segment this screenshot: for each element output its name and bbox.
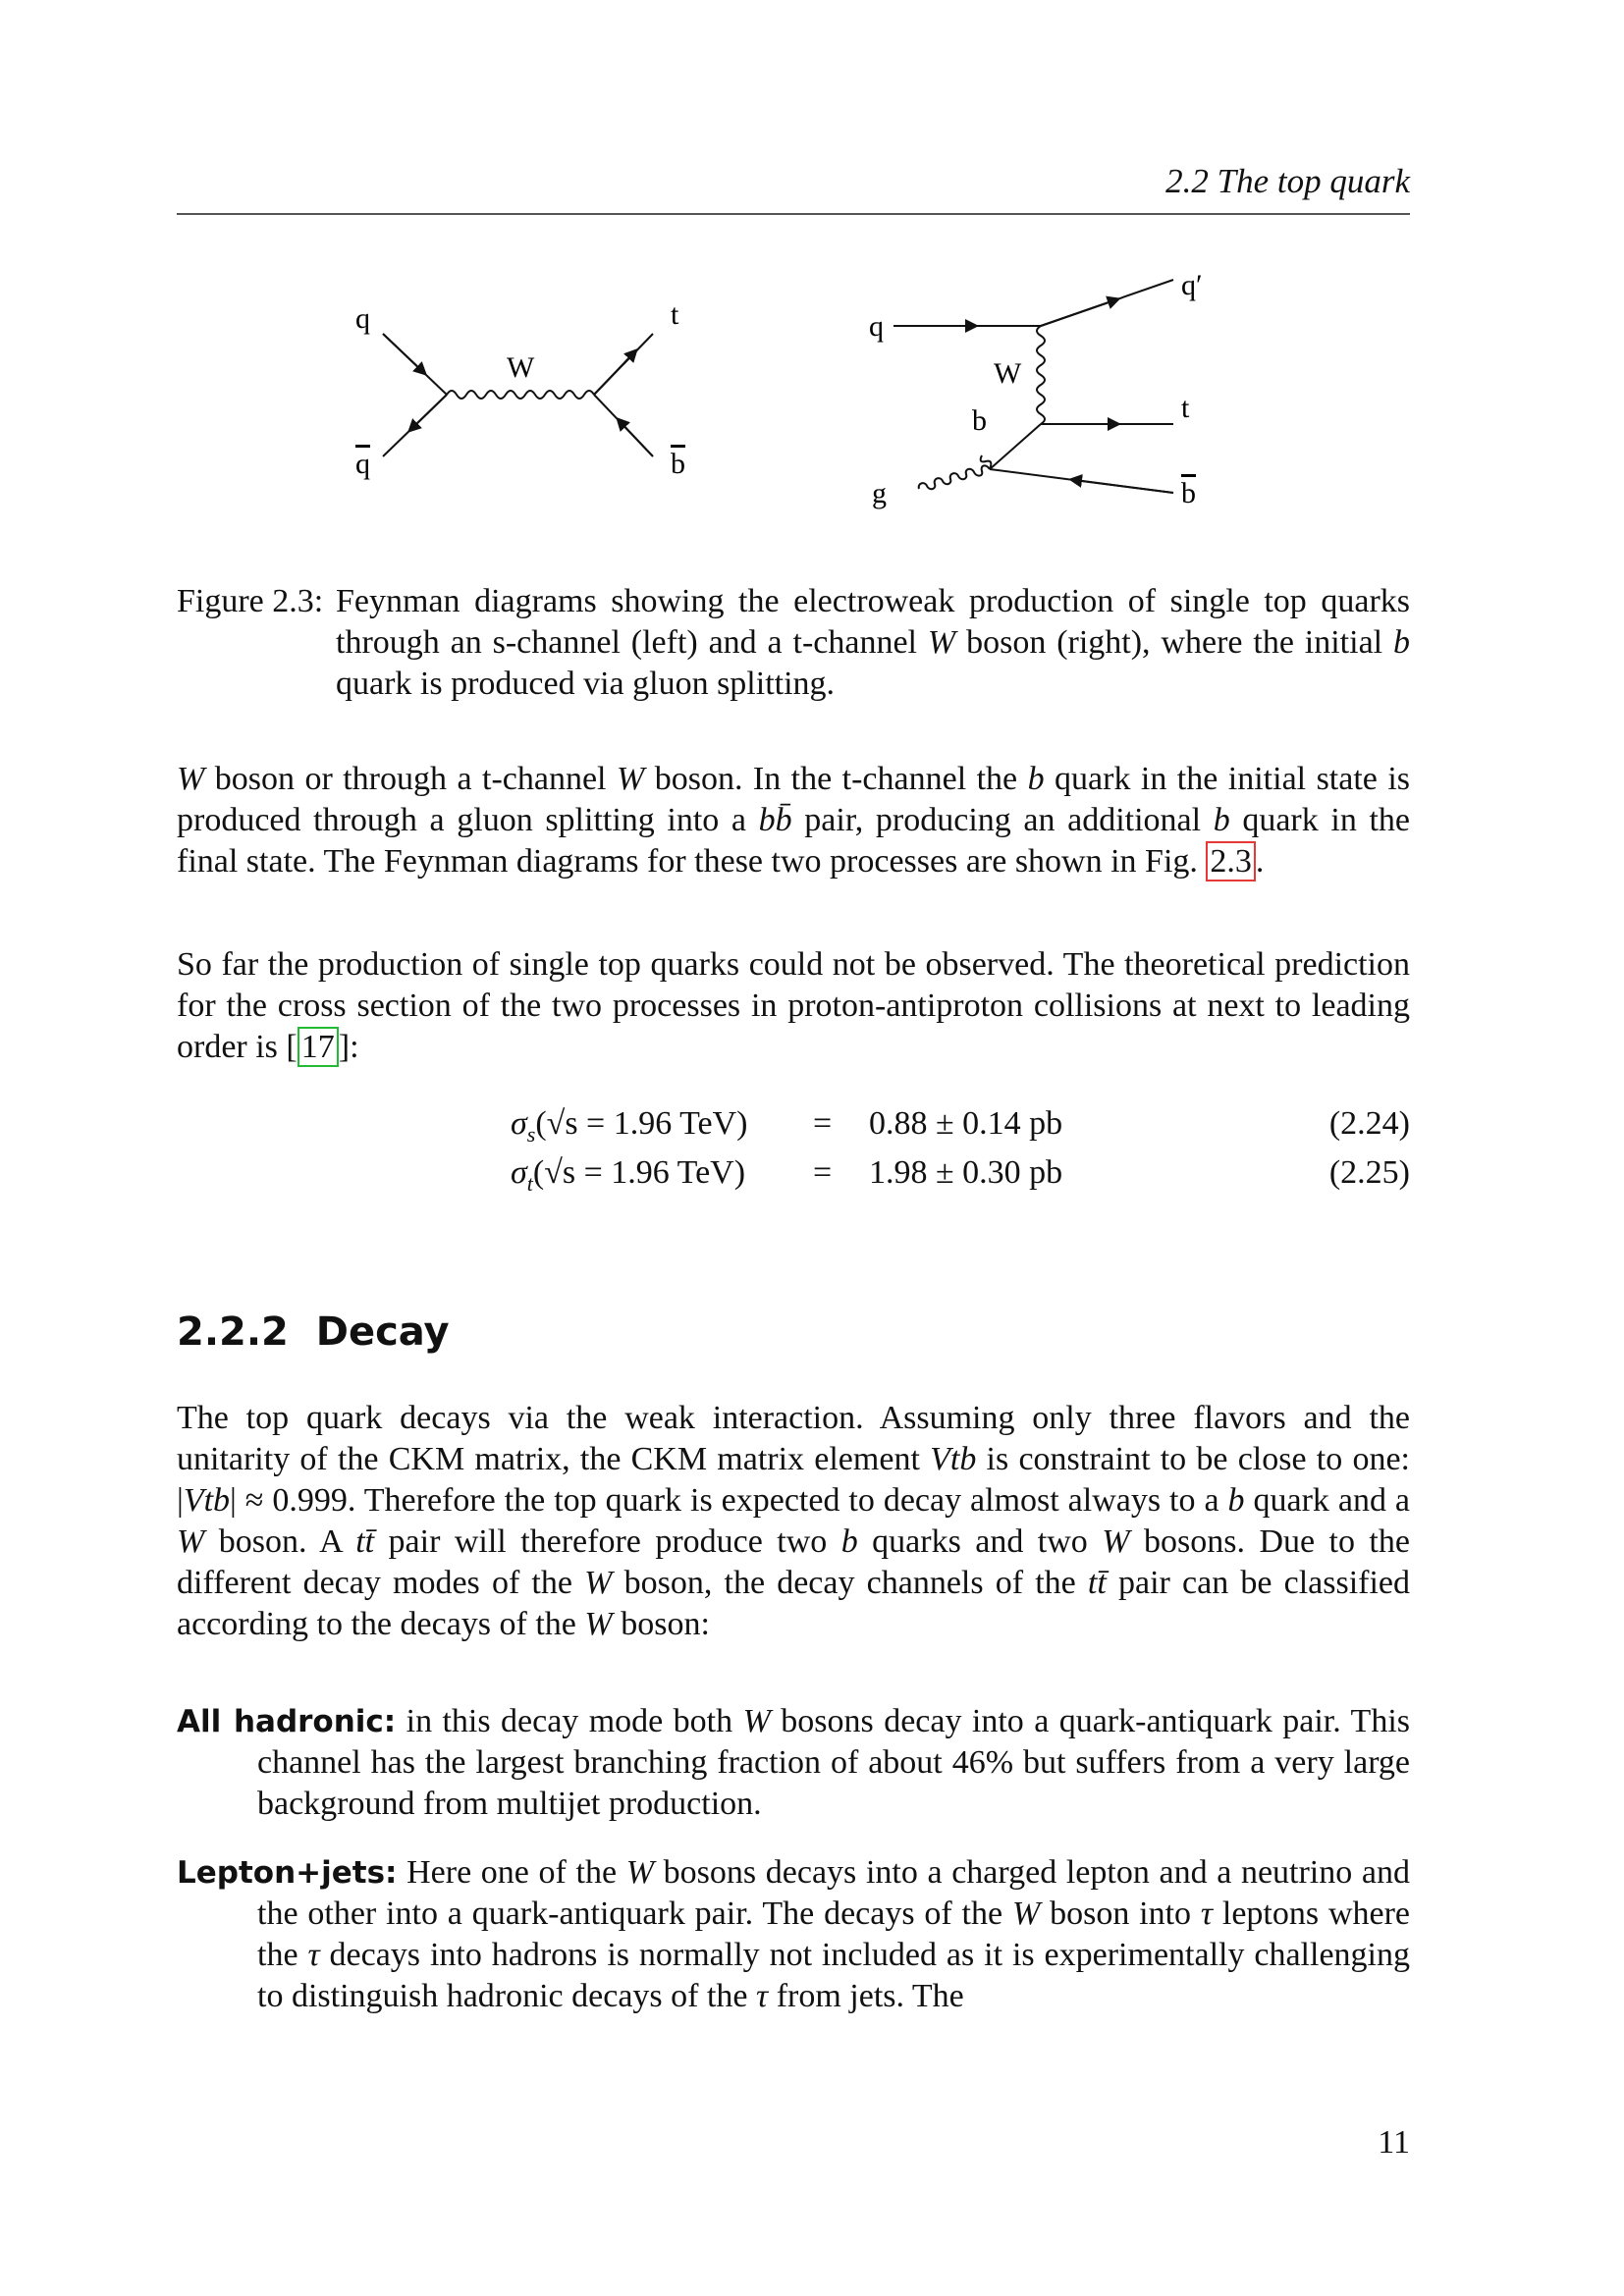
s-channel-label-bbar: b: [671, 448, 685, 480]
p3-w1: W: [177, 1523, 205, 1560]
p3-t8: bosons. Due to the different decay modes of the: [177, 1523, 1410, 1601]
item1-t2: bosons decay into a quark-antiquark pair. This channel has the largest branching fraction of about 46% but suffers from a very large background from multijet production.: [257, 1703, 1411, 1822]
p3-t2: is constraint to be close to one: |: [177, 1441, 1410, 1519]
t-channel-label-g: g: [872, 477, 887, 509]
p3-tt1: tt̄: [355, 1523, 375, 1560]
eq2-sub: t: [526, 1170, 533, 1196]
p3-t1: The top quark decays via the weak interaction. Assuming only three flavors and the unitarity of the CKM matrix, the CKM matrix element: [177, 1400, 1410, 1477]
p3-b2: b: [840, 1523, 858, 1560]
p1-b2: b: [1213, 802, 1230, 838]
eq1-sub: s: [526, 1121, 536, 1147]
p1-t4: pair, producing an additional: [791, 802, 1214, 838]
header-rule: [177, 213, 1410, 215]
t-channel-label-bbar: b: [1181, 477, 1196, 509]
eq2-lhs: [511, 1154, 745, 1197]
running-header: 2.2 The top quark: [1165, 162, 1410, 200]
p2-t1: So far the production of single top quarks could not be observed. The theoretical prediction for the cross section of the two processes in proton-antiproton collisions at next to leading order is [: [177, 946, 1410, 1065]
figure-caption-label: Figure 2.3:: [177, 583, 324, 619]
s-channel-label-w: W: [507, 351, 535, 384]
eq1-equals: =: [813, 1105, 833, 1142]
page-number: 11: [1378, 2124, 1410, 2161]
t-channel-label-t: t: [1181, 392, 1190, 424]
paragraph-2: [177, 944, 1410, 1068]
p3-t5: boson. A: [204, 1523, 356, 1560]
item2-t1: Here one of the: [397, 1854, 626, 1891]
feynman-diagrams-figure: [334, 255, 1218, 520]
figure-ref-link[interactable]: 2.3: [1206, 841, 1256, 881]
t-channel-diagram: [869, 269, 1203, 509]
s-channel-label-q: q: [355, 302, 370, 335]
figure-caption: [177, 581, 1410, 705]
eq1-number: (2.24): [1328, 1105, 1410, 1142]
p1-t1: boson or through a t-channel: [204, 761, 617, 797]
p3-t4: quark and a: [1244, 1482, 1410, 1519]
citation-link[interactable]: 17: [298, 1027, 339, 1067]
eq2-lhs-rest: (√s = 1.96 TeV): [532, 1154, 746, 1191]
t-channel-label-w: W: [994, 357, 1022, 390]
eq2-sigma: σ: [511, 1154, 527, 1191]
paragraph-1: [177, 759, 1410, 882]
caption-b: b: [1392, 624, 1410, 661]
list-item-lepton-jets: [177, 1852, 1410, 2017]
s-channel-label-t: t: [671, 298, 679, 331]
eq1-rhs: 0.88 ± 0.14 pb: [869, 1105, 1063, 1142]
p2-t2: ]:: [338, 1029, 359, 1065]
equation-2-25: [511, 1154, 1410, 1198]
p3-w3: W: [584, 1565, 613, 1601]
p1-t2: boson. In the t-channel the: [644, 761, 1028, 797]
eq2-equals: =: [813, 1154, 833, 1191]
p1-t3: quark in the initial state is produced through a gluon splitting into a: [177, 761, 1410, 838]
item2-tau2: τ: [307, 1937, 320, 1973]
item2-tau1: τ: [1200, 1896, 1214, 1932]
p3-b1: b: [1227, 1482, 1245, 1519]
eq2-rhs: 1.98 ± 0.30 pb: [869, 1154, 1063, 1191]
eq2-number: (2.25): [1328, 1154, 1410, 1191]
eq1-sigma: σ: [511, 1105, 527, 1142]
p1-bb: bb̄: [758, 802, 792, 838]
p3-vtb: Vtb: [930, 1441, 977, 1477]
item2-tau3: τ: [756, 1978, 769, 2014]
item1-w: W: [742, 1703, 771, 1739]
s-channel-label-qbar: q: [355, 448, 370, 480]
figure-caption-text: [336, 581, 1410, 705]
item2-term: Lepton+jets:: [177, 1855, 398, 1891]
list-item-all-hadronic: [177, 1701, 1410, 1825]
item1-term: All hadronic:: [177, 1704, 397, 1739]
p1-t5: quark in the final state. The Feynman diagrams for these two processes are shown in Fig.: [177, 802, 1410, 880]
t-channel-label-q: q: [869, 310, 884, 343]
p1-w2: W: [616, 761, 645, 797]
p3-vtb2: Vtb: [183, 1482, 231, 1519]
p1-b1: b: [1027, 761, 1045, 797]
caption-text-2: boson (right), where the initial: [955, 624, 1393, 661]
p1-t6: .: [1255, 843, 1265, 880]
item2-w1: W: [625, 1854, 655, 1891]
t-channel-label-qprime: q′: [1181, 269, 1203, 301]
item2-t2: bosons decays into a charged lepton and a neutrino and the other into a quark-antiquark pair. The decays of the: [257, 1854, 1410, 1932]
p3-t7: quarks and two: [857, 1523, 1103, 1560]
p3-t10: pair can be classified according to the decays of the: [177, 1565, 1410, 1642]
p3-t6: pair will therefore produce two: [374, 1523, 841, 1560]
caption-text-3: quark is produced via gluon splitting.: [336, 666, 836, 702]
section-title: Decay: [315, 1309, 450, 1355]
item2-t6: from jets. The: [768, 1978, 964, 2014]
item2-t3: boson into: [1040, 1896, 1201, 1932]
s-channel-diagram: [355, 298, 685, 480]
section-heading: [177, 1309, 450, 1355]
t-channel-label-b: b: [972, 404, 987, 437]
paragraph-3: [177, 1398, 1410, 1645]
eq1-lhs: [511, 1105, 747, 1148]
p3-w4: W: [584, 1606, 613, 1642]
p3-t11: boson:: [612, 1606, 710, 1642]
equation-2-24: [511, 1105, 1410, 1148]
eq1-lhs-rest: (√s = 1.96 TeV): [535, 1105, 748, 1142]
p3-w2: W: [1102, 1523, 1130, 1560]
item2-t4: leptons where the: [257, 1896, 1410, 1973]
caption-w: W: [927, 624, 956, 661]
item2-w2: W: [1011, 1896, 1041, 1932]
p3-tt2: tt̄: [1087, 1565, 1107, 1601]
section-number: 2.2.2: [177, 1309, 289, 1355]
p3-t9: boson, the decay channels of the: [612, 1565, 1088, 1601]
p1-w1: W: [177, 761, 205, 797]
p3-t3: | ≈ 0.999. Therefore the top quark is expected to decay almost always to a: [230, 1482, 1228, 1519]
caption-text-1: Feynman diagrams showing the electroweak production of single top quarks through an s-channel (left) and a t-channel: [336, 583, 1410, 661]
item1-t1: in this decay mode both: [396, 1703, 743, 1739]
item2-t5: decays into hadrons is normally not included as it is experimentally challenging to distinguish hadronic decays of the: [257, 1937, 1410, 2014]
